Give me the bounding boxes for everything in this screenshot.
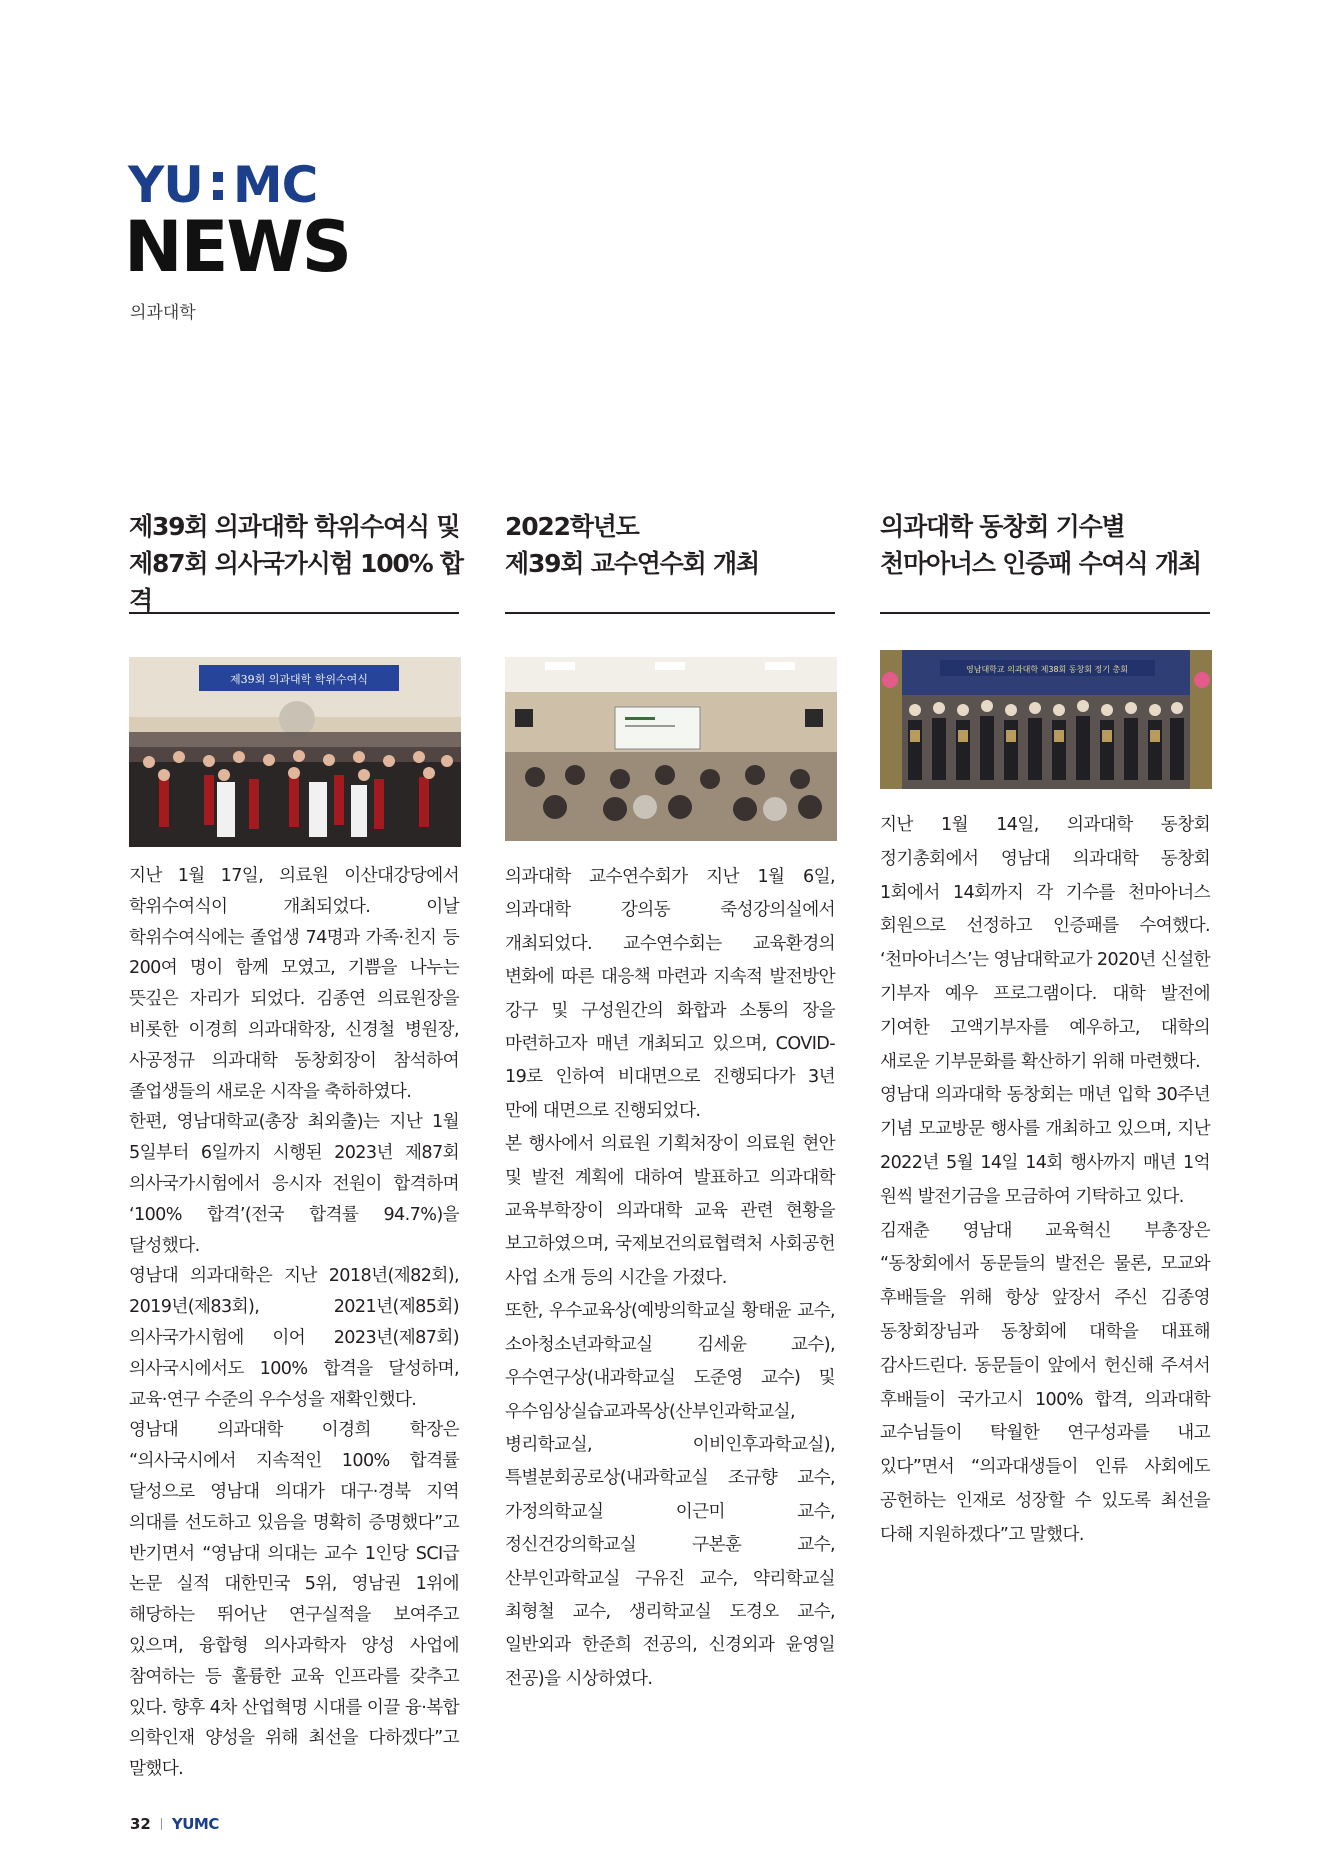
photo-graduation-ceremony: [129, 657, 461, 847]
article-title-3: 의과대학 동창회 기수별 천마아너스 인증패 수여식 개최: [880, 512, 1201, 578]
title-divider: [880, 612, 1210, 614]
photo-faculty-workshop: [505, 657, 837, 841]
footer-separator: [161, 1818, 162, 1830]
article-title-1: 제39회 의과대학 학위수여식 및 제87회 의사국가시험 100% 합격: [129, 512, 463, 615]
article-body-2: 의과대학 교수연수회가 지난 1월 6일, 의과대학 강의동 죽성강의실에서 개최되었다. 교수연수회는 교육환경의 변화에 따른 대응책 마련과 지속적 발전방안 강구 및 구성원간의 화합과 소통의 장을 마련하고자 매년 개최되고 있으며, COVID-19로 인하여 비대면으로 진행되다가 3년 만에 대면으로 진행되었다. 본 행사에서 의료원 기획처장이 의료원 현안 및 발전 계획에 대하여 발표하고 의과대학 교육부학장이 의과대학 교육 관련 현황을 보고하였으며, 국제보건의료협력처 사회공헌 사업 소개 등의 시간을 가졌다. 또한, 우수교육상(예방의학교실 황태윤 교수, 소아청소년과학교실 김세윤 교수), 우수연구상(내과학교실 도준영 교수) 및 우수임상실습교과목상(산부인과학교실, 병리학교실, 이비인후과학교실), 특별분회공로상(내과학교실 조규향 교수, 가정의학교실 이근미 교수, 정신건강의학교실 구본훈 교수, 산부인과학교실 구유진 교수, 약리학교실 최형철 교수, 생리학교실 도경오 교수, 일반외과 한준희 전공의, 신경외과 윤영일 전공)을 시상하였다.: [505, 867, 835, 1689]
title-divider: [505, 612, 835, 614]
page-number: 32: [130, 1815, 151, 1833]
article-title-2: 2022학년도 제39회 교수연수회 개최: [505, 512, 759, 578]
article-body-3: 지난 1월 14일, 의과대학 동창회 정기총회에서 영남대 의과대학 동창회 1회에서 14회까지 각 기수를 천마아너스 회원으로 선정하고 인증패를 수여했다. ‘천마아너스’는 영남대학교가 2020년 신설한 기부자 예우 프로그램이다. 대학 발전에 기여한 고액기부자를 예우하고, 대학의 새로운 기부문화를 확산하기 위해 마련했다. 영남대 의과대학 동창회는 매년 입학 30주년 기념 모교방문 행사를 개최하고 있으며, 지난 2022년 5월 14일 14회 행사까지 매년 1억 원씩 발전기금을 모금하여 기탁하고 있다. 김재춘 영남대 교육혁신 부총장은 “동창회에서 동문들의 발전은 물론, 모교와 후배들을 위해 항상 앞장서 주신 김종영 동창회장님과 동창회에 대학을 대표해 감사드린다. 동문들이 앞에서 헌신해 주셔서 후배들이 국가고시 100% 합격, 의과대학 교수님들이 탁월한 연구성과를 내고 있다”면서 “의과대생들이 인류 사회에도 공헌하는 인재로 성장할 수 있도록 최선을 다해 지원하겠다”고 말했다.: [880, 815, 1210, 1545]
photo-alumni-award-ceremony: [880, 650, 1212, 789]
section-label: 의과대학: [130, 303, 196, 323]
title-divider: [129, 612, 459, 614]
svg-text:영남대학교 의과대학 제38회 동창회 정기 총회: 영남대학교 의과대학 제38회 동창회 정기 총회: [966, 665, 1128, 674]
page-footer: [130, 1815, 219, 1833]
footer-logo: YUMC: [171, 1815, 219, 1833]
logo-mark-icon: [205, 164, 231, 204]
news-heading: NEWS: [124, 206, 351, 288]
svg-text:제39회 의과대학 학위수여식: 제39회 의과대학 학위수여식: [230, 673, 368, 686]
yumc-logo: YU MC: [128, 156, 318, 214]
article-body-1: 지난 1월 17일, 의료원 이산대강당에서 학위수여식이 개최되었다. 이날 학위수여식에는 졸업생 74명과 가족·친지 등 200여 명이 함께 모였고, 기쁨을 나누는 뜻깊은 자리가 되었다. 김종연 의료원장을 비롯한 이경희 의과대학장, 신경철 병원장, 사공정규 의과대학 동창회장이 참석하여 졸업생들의 새로운 시작을 축하하였다. 한편, 영남대학교(총장 최외출)는 지난 1월 5일부터 6일까지 시행된 2023년 제87회 의사국가시험에서 응시자 전원이 합격하며 ‘100% 합격’(전국 합격률 94.7%)을 달성했다. 영남대 의과대학은 지난 2018년(제82회), 2019년(제83회), 2021년(제85회) 의사국가시험에 이어 2023년(제87회) 의사국시에서도 100% 합격을 달성하며, 교육·연구 수준의 우수성을 재확인했다. 영남대 의과대학 이경희 학장은 “의사국시에서 지속적인 100% 합격률 달성으로 영남대 의대가 대구·경북 지역 의대를 선도하고 있음을 명확히 증명했다”고 반기면서 “영남대 의대는 교수 1인당 SCI급 논문 실적 대한민국 5위, 영남권 1위에 해당하는 뛰어난 연구실적을 보여주고 있으며, 융합형 의사과학자 양성 사업에 참여하는 등 훌륭한 교육 인프라를 갖추고 있다. 향후 4차 산업혁명 시대를 이끌 융·복합 의학인재 양성을 위해 최선을 다하겠다”고 말했다.: [129, 866, 459, 1780]
